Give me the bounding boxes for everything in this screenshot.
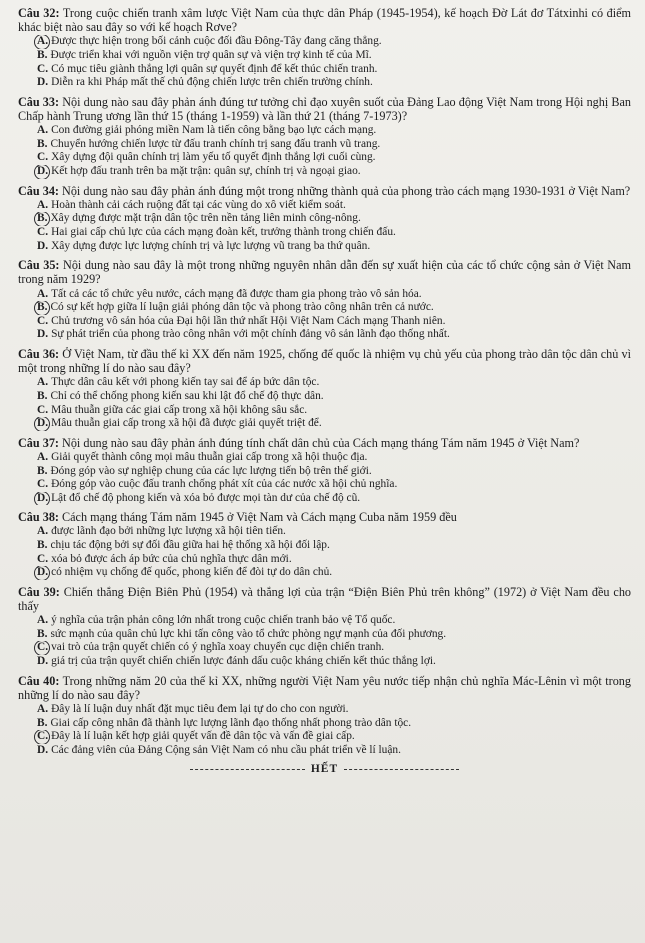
option-text: Tất cả các tổ chức yêu nước, cách mạng đã được tham gia phong trào vô sản hóa. — [51, 287, 422, 300]
answer-option — [18, 212, 631, 226]
option-text: giá trị của trận quyết chiến chiến lược đánh dấu cuộc kháng chiến kết thúc thắng lợi. — [51, 655, 436, 668]
question-text: Chiến thắng Điện Biên Phủ (1954) và thắng lợi của trận “Điện Biên Phủ trên không” (1972) ở Việt Nam đều cho thấy — [18, 584, 632, 614]
question-number: Câu 33: — [18, 94, 60, 109]
option-letter: A. — [37, 525, 49, 538]
option-text: Sự phát triển của phong trào công nhân với một chính đảng vô sản lãnh đạo thống nhất. — [51, 328, 450, 341]
answer-option — [18, 478, 631, 492]
option-letter: D. — [37, 743, 49, 756]
answer-option — [18, 226, 631, 240]
option-text: chịu tác động bởi sự đối đầu giữa hai hệ thống xã hội đối lập. — [50, 539, 330, 552]
question-number: Câu 35: — [18, 258, 60, 273]
question — [18, 674, 631, 758]
option-text: ý nghĩa của trận phản công lớn nhất trong cuộc chiến tranh bảo vệ Tổ quốc. — [51, 614, 396, 627]
question — [18, 184, 631, 254]
end-marker — [18, 763, 631, 775]
option-letter: A. — [37, 703, 49, 716]
option-letter: A. — [37, 614, 49, 627]
question-text: Ở Việt Nam, từ đầu thế kỉ XX đến năm 1925, chống đế quốc là nhiệm vụ chủ yếu của phong trào dân tộc dân chủ vì một trong những lí do nào sau đây? — [18, 346, 632, 376]
option-letter: C. — [37, 641, 49, 654]
answer-option — [18, 151, 631, 165]
option-text: Đóng góp vào cuộc đấu tranh chống phát xít của các nước xã hội chủ nghĩa. — [51, 478, 398, 491]
option-letter: C. — [37, 314, 49, 327]
option-text: Diễn ra khi Pháp mất thế chủ động chiến lược trên chiến trường chính. — [51, 76, 373, 89]
answer-option — [18, 465, 631, 479]
option-letter: B. — [37, 539, 48, 552]
option-text: Con đường giải phóng miền Nam là tiến công bằng bạo lực cách mạng. — [51, 124, 377, 137]
answer-option — [18, 614, 631, 628]
question-text: Nội dung nào sau đây phản ánh đúng một trong những thành quả của phong trào cách mạng 1930-1931 ở Việt Nam? — [62, 183, 631, 198]
option-text: Chỉ có thể chống phong kiến sau khi lật đổ chế độ thực dân. — [50, 389, 324, 402]
option-letter: A. — [37, 376, 49, 389]
question — [18, 585, 631, 669]
question-stem — [18, 6, 631, 34]
option-text: Mâu thuẫn giữa các giai cấp trong xã hội không sâu sắc. — [51, 403, 308, 416]
option-letter: A. — [37, 450, 49, 463]
answer-option — [18, 655, 631, 669]
option-text: Thực dân câu kết với phong kiến tay sai để áp bức dân tộc. — [51, 376, 320, 389]
answer-option — [18, 404, 631, 418]
question — [18, 347, 631, 431]
question-stem — [18, 585, 631, 613]
answer-option — [18, 492, 631, 506]
question-number: Câu 40: — [18, 673, 60, 688]
answer-option — [18, 628, 631, 642]
option-text: Chuyển hướng chiến lược từ đấu tranh chính trị sang đấu tranh vũ trang. — [50, 137, 381, 150]
option-letter: B. — [37, 716, 48, 729]
option-letter: D. — [37, 655, 49, 668]
question — [18, 6, 631, 90]
option-text: Hoàn thành cải cách ruộng đất tại các vùng do xô viết kiểm soát. — [51, 198, 346, 211]
option-letter: C. — [37, 62, 49, 75]
answer-option — [18, 539, 631, 553]
option-text: Các đảng viên của Đảng Cộng sản Việt Nam có nhu cầu phát triển về lí luận. — [51, 743, 401, 756]
option-letter: B. — [37, 301, 48, 314]
option-letter: D. — [37, 76, 49, 89]
option-letter: D. — [37, 417, 49, 430]
answer-option — [18, 744, 631, 758]
option-letter: B. — [37, 627, 48, 640]
question-text: Trong cuộc chiến tranh xâm lược Việt Nam của thực dân Pháp (1945-1954), kế hoạch Đờ Lát đơ Tátxinhi có điểm khác biệt nào sau đây so với kế hoạch Rơve? — [18, 6, 631, 35]
option-text: sức mạnh của quân chủ lực khi tấn công vào tổ chức phòng ngự mạnh của đối phương. — [50, 627, 447, 640]
question-stem — [18, 184, 631, 198]
option-text: được lãnh đạo bởi những lực lượng xã hội tiên tiến. — [51, 525, 286, 538]
option-text: Chủ trương vô sản hóa của Đại hội lần thứ nhất Hội Việt Nam Cách mạng Thanh niên. — [51, 314, 446, 327]
question-stem — [18, 258, 631, 286]
option-text: Mâu thuẫn giai cấp trong xã hội đã được giải quyết triệt để. — [51, 417, 322, 430]
answer-option — [18, 288, 631, 302]
answer-option — [18, 451, 631, 465]
option-text: Xây dựng được lực lượng chính trị và lực lượng vũ trang ba thứ quân. — [51, 239, 371, 252]
answer-option — [18, 525, 631, 539]
question-text: Nội dung nào sau đây phản ánh đúng tư tưởng chỉ đạo xuyên suốt của Đảng Lao động Việt Nam trong Hội nghị Ban Chấp hành Trung ương lần thứ 15 (tháng 1-1959) và lần thứ 21 (tháng 7-1973)? — [18, 94, 632, 123]
option-letter: C. — [37, 225, 49, 238]
option-text: Xây dựng đội quân chính trị làm yếu tố quyết định thắng lợi cuối cùng. — [51, 151, 376, 164]
answer-option — [18, 376, 631, 390]
answer-option — [18, 240, 631, 254]
question-number: Câu 36: — [18, 346, 60, 361]
divider — [344, 769, 459, 770]
option-text: Xây dựng được mặt trận dân tộc trên nền tảng liên minh công-nông. — [50, 212, 361, 225]
answer-option — [18, 76, 631, 90]
question — [18, 258, 631, 342]
option-letter: C. — [37, 151, 49, 164]
question-number: Câu 38: — [18, 510, 59, 525]
option-letter: B. — [37, 389, 48, 402]
question-stem — [18, 674, 631, 702]
question-number: Câu 37: — [18, 435, 59, 450]
option-letter: C. — [37, 478, 49, 491]
answer-option — [18, 301, 631, 315]
option-text: có nhiệm vụ chống đế quốc, phong kiến để đòi tự do dân chủ. — [51, 566, 333, 579]
question-stem — [18, 347, 631, 375]
answer-option — [18, 417, 631, 431]
answer-option — [18, 49, 631, 63]
option-letter: C. — [37, 552, 49, 565]
option-letter: D. — [37, 566, 49, 579]
answer-option — [18, 703, 631, 717]
answer-option — [18, 717, 631, 731]
answer-option — [18, 730, 631, 744]
option-text: Giai cấp công nhân đã thành lực lượng lãnh đạo thống nhất phong trào dân tộc. — [50, 716, 412, 729]
option-text: Đây là lí luận kết hợp giải quyết vấn đề dân tộc và vấn đề giai cấp. — [51, 730, 355, 743]
answer-option — [18, 328, 631, 342]
option-letter: D. — [37, 239, 49, 252]
option-letter: D. — [37, 328, 49, 341]
question — [18, 95, 631, 179]
option-letter: C. — [37, 730, 49, 743]
question-number: Câu 34: — [18, 183, 59, 198]
option-text: Lật đổ chế độ phong kiến và xóa bỏ được mọi tàn dư của chế độ cũ. — [51, 491, 361, 504]
question-stem — [18, 95, 631, 123]
option-letter: A. — [37, 198, 49, 211]
question — [18, 510, 631, 580]
answer-option — [18, 63, 631, 77]
end-text: HẾT — [310, 763, 339, 776]
question-text: Nội dung nào sau đây là một trong những nguyên nhân dẫn đến sự xuất hiện của các tổ chức cộng sản ở Việt Nam trong năm 1929? — [18, 258, 631, 287]
question-stem — [18, 436, 631, 450]
option-text: Được triển khai với nguồn viện trợ quân sự và viện trợ kinh tế của Mĩ. — [50, 49, 372, 61]
question — [18, 436, 631, 506]
answer-option — [18, 138, 631, 152]
option-text: Kết hợp đấu tranh trên ba mặt trận: quân sự, chính trị và ngoại giao. — [51, 164, 361, 177]
option-text: vai trò của trận quyết chiến có ý nghĩa xoay chuyển cục diện chiến tranh. — [51, 641, 385, 654]
option-letter: D. — [37, 491, 49, 504]
option-letter: B. — [37, 49, 48, 61]
option-text: Giải quyết thành công mọi mâu thuẫn giai cấp trong xã hội thuộc địa. — [51, 450, 368, 463]
answer-option — [18, 315, 631, 329]
answer-option — [18, 35, 631, 49]
answer-option — [18, 124, 631, 138]
option-letter: A. — [37, 124, 49, 137]
question-text: Cách mạng tháng Tám năm 1945 ở Việt Nam và Cách mạng Cuba năm 1959 đều — [62, 510, 457, 525]
option-letter: B. — [37, 212, 48, 225]
answer-option — [18, 641, 631, 655]
question-number: Câu 32: — [18, 6, 60, 20]
option-text: xóa bỏ được ách áp bức của chủ nghĩa thực dân mới. — [51, 552, 292, 565]
option-letter: A. — [37, 287, 49, 300]
question-number: Câu 39: — [18, 584, 60, 599]
option-text: Hai giai cấp chủ lực của cách mạng đoàn kết, trưởng thành trong chiến đấu. — [51, 225, 396, 238]
option-text: Đóng góp vào sự nghiệp chung của các lực lượng tiến bộ trên thế giới. — [50, 464, 372, 477]
option-letter: B. — [37, 137, 48, 150]
answer-option — [18, 566, 631, 580]
option-letter: C. — [37, 403, 49, 416]
answer-option — [18, 553, 631, 567]
option-text: Có mục tiêu giành thắng lợi quân sự quyết định để kết thúc chiến tranh. — [51, 62, 378, 75]
option-text: Đây là lí luận duy nhất đặt mục tiêu đem lại tự do cho con người. — [51, 703, 349, 716]
option-text: Có sự kết hợp giữa lí luận giải phóng dân tộc và phong trào công nhân trên cả nước. — [50, 301, 434, 314]
option-letter: B. — [37, 464, 48, 477]
option-letter: A. — [37, 35, 49, 48]
question-text: Nội dung nào sau đây phản ánh đúng tính chất dân chủ của Cách mạng tháng Tám năm 1945 ở Việt Nam? — [62, 435, 580, 450]
answer-option — [18, 165, 631, 179]
answer-option — [18, 199, 631, 213]
question-text: Trong những năm 20 của thế kỉ XX, những người Việt Nam yêu nước tiếp nhận chủ nghĩa Mác-Lênin vì một trong những lí do nào sau đây? — [18, 673, 631, 702]
option-letter: D. — [37, 164, 49, 177]
option-text: Được thực hiện trong bối cảnh cuộc đối đầu Đông-Tây đang căng thẳng. — [51, 35, 382, 48]
question-stem — [18, 510, 631, 524]
answer-option — [18, 390, 631, 404]
divider — [190, 769, 305, 770]
